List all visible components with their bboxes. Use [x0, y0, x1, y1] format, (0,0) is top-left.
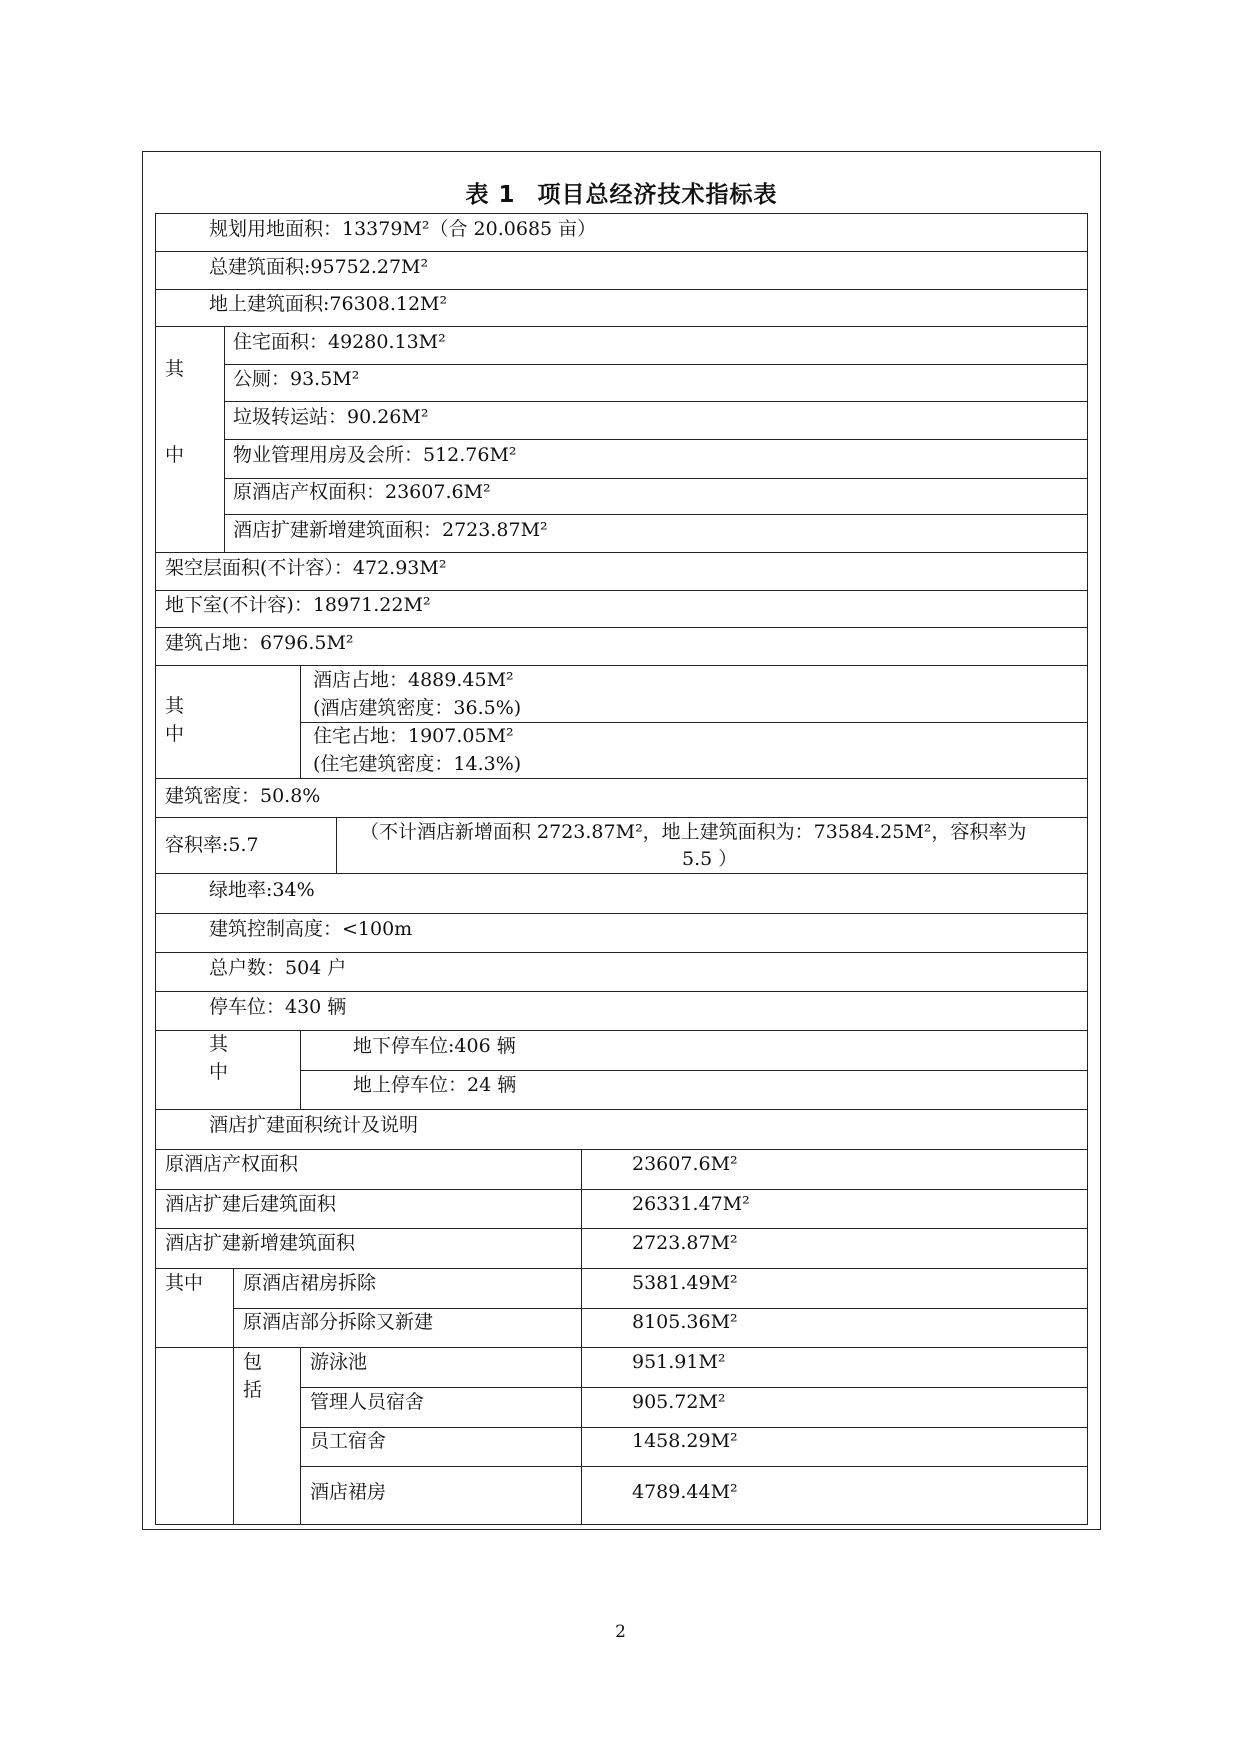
hotel-density: (酒店建筑密度：36.5%) [313, 697, 522, 719]
hotel-row-label: 酒店扩建新增建筑面积 [165, 1232, 356, 1254]
hotel-include-label: 包括 [243, 1351, 263, 1401]
residential-footprint: 住宅占地：1907.05M² [313, 725, 514, 747]
hotel-row-value: 26331.47M² [632, 1193, 750, 1215]
table-caption: 项目总经济技术指标表 [537, 182, 778, 208]
hotel-footprint: 酒店占地：4889.45M² [313, 669, 514, 691]
parking-total: 停车位：430 辆 [209, 996, 347, 1018]
stilt-floor-area: 架空层面积(不计容）：472.93M² [165, 557, 447, 579]
of-which-label-1a: 其 [165, 358, 185, 380]
building-footprint: 建筑占地：6796.5M² [165, 632, 354, 654]
above-ground-area: 地上建筑面积:76308.12M² [209, 293, 448, 315]
include-row-label: 员工宿舍 [310, 1430, 387, 1452]
height-limit: 建筑控制高度：<100m [209, 918, 413, 940]
parking-above-ground: 地上停车位：24 辆 [353, 1074, 517, 1096]
residential-density: (住宅建筑密度：14.3%) [313, 753, 522, 775]
property-club-area: 物业管理用房及会所：512.76M² [233, 444, 517, 466]
include-row-value: 951.91M² [632, 1351, 726, 1373]
include-row-label: 酒店裙房 [310, 1481, 387, 1503]
hotel-row-value: 2723.87M² [632, 1232, 738, 1254]
include-row-label: 管理人员宿舍 [310, 1391, 425, 1413]
floor-area-ratio: 容积率:5.7 [165, 834, 259, 856]
green-ratio: 绿地率:34% [209, 879, 315, 901]
hotel-sub-row-label: 原酒店部分拆除又新建 [243, 1311, 434, 1333]
residential-area: 住宅面积：49280.13M² [233, 331, 446, 353]
of-which-label-2: 其中 [165, 695, 185, 745]
hotel-sub-row-label: 原酒店裙房拆除 [243, 1272, 377, 1294]
far-note-line1: （不计酒店新增面积 2723.87M²，地上建筑面积为：73584.25M²，容积率为 [360, 821, 1027, 843]
hotel-row-label: 酒店扩建后建筑面积 [165, 1193, 337, 1215]
total-floor-area: 总建筑面积:95752.27M² [209, 256, 429, 278]
include-row-value: 905.72M² [632, 1391, 726, 1413]
of-which-label-1b: 中 [165, 444, 185, 466]
hotel-original-area: 原酒店产权面积：23607.6M² [233, 481, 491, 503]
hotel-stats-heading: 酒店扩建面积统计及说明 [209, 1114, 419, 1136]
public-toilet-area: 公厕：93.5M² [233, 368, 360, 390]
basement-area: 地下室(不计容)：18971.22M² [165, 594, 431, 616]
garbage-station-area: 垃圾转运站：90.26M² [233, 406, 429, 428]
household-count: 总户数：504 户 [209, 957, 347, 979]
far-note-line2: 5.5 ） [682, 848, 738, 870]
hotel-sub-row-value: 8105.36M² [632, 1311, 738, 1333]
building-density: 建筑密度：50.8% [165, 785, 321, 807]
hotel-row-label: 原酒店产权面积 [165, 1153, 299, 1175]
hotel-row-value: 23607.6M² [632, 1153, 738, 1175]
include-row-value: 4789.44M² [632, 1481, 738, 1503]
of-which-label-3: 其中 [209, 1033, 229, 1083]
include-row-label: 游泳池 [310, 1351, 368, 1373]
hotel-of-which-label: 其中 [165, 1272, 204, 1294]
include-row-value: 1458.29M² [632, 1430, 738, 1452]
hotel-sub-row-value: 5381.49M² [632, 1272, 738, 1294]
parking-underground: 地下停车位:406 辆 [353, 1035, 516, 1057]
table-title [142, 176, 1101, 209]
page-number: 2 [615, 1622, 626, 1642]
planned-land-area: 规划用地面积：13379M²（合 20.0685 亩） [209, 218, 597, 240]
table-number: 表 1 [465, 182, 516, 208]
hotel-new-area: 酒店扩建新增建筑面积：2723.87M² [233, 519, 548, 541]
